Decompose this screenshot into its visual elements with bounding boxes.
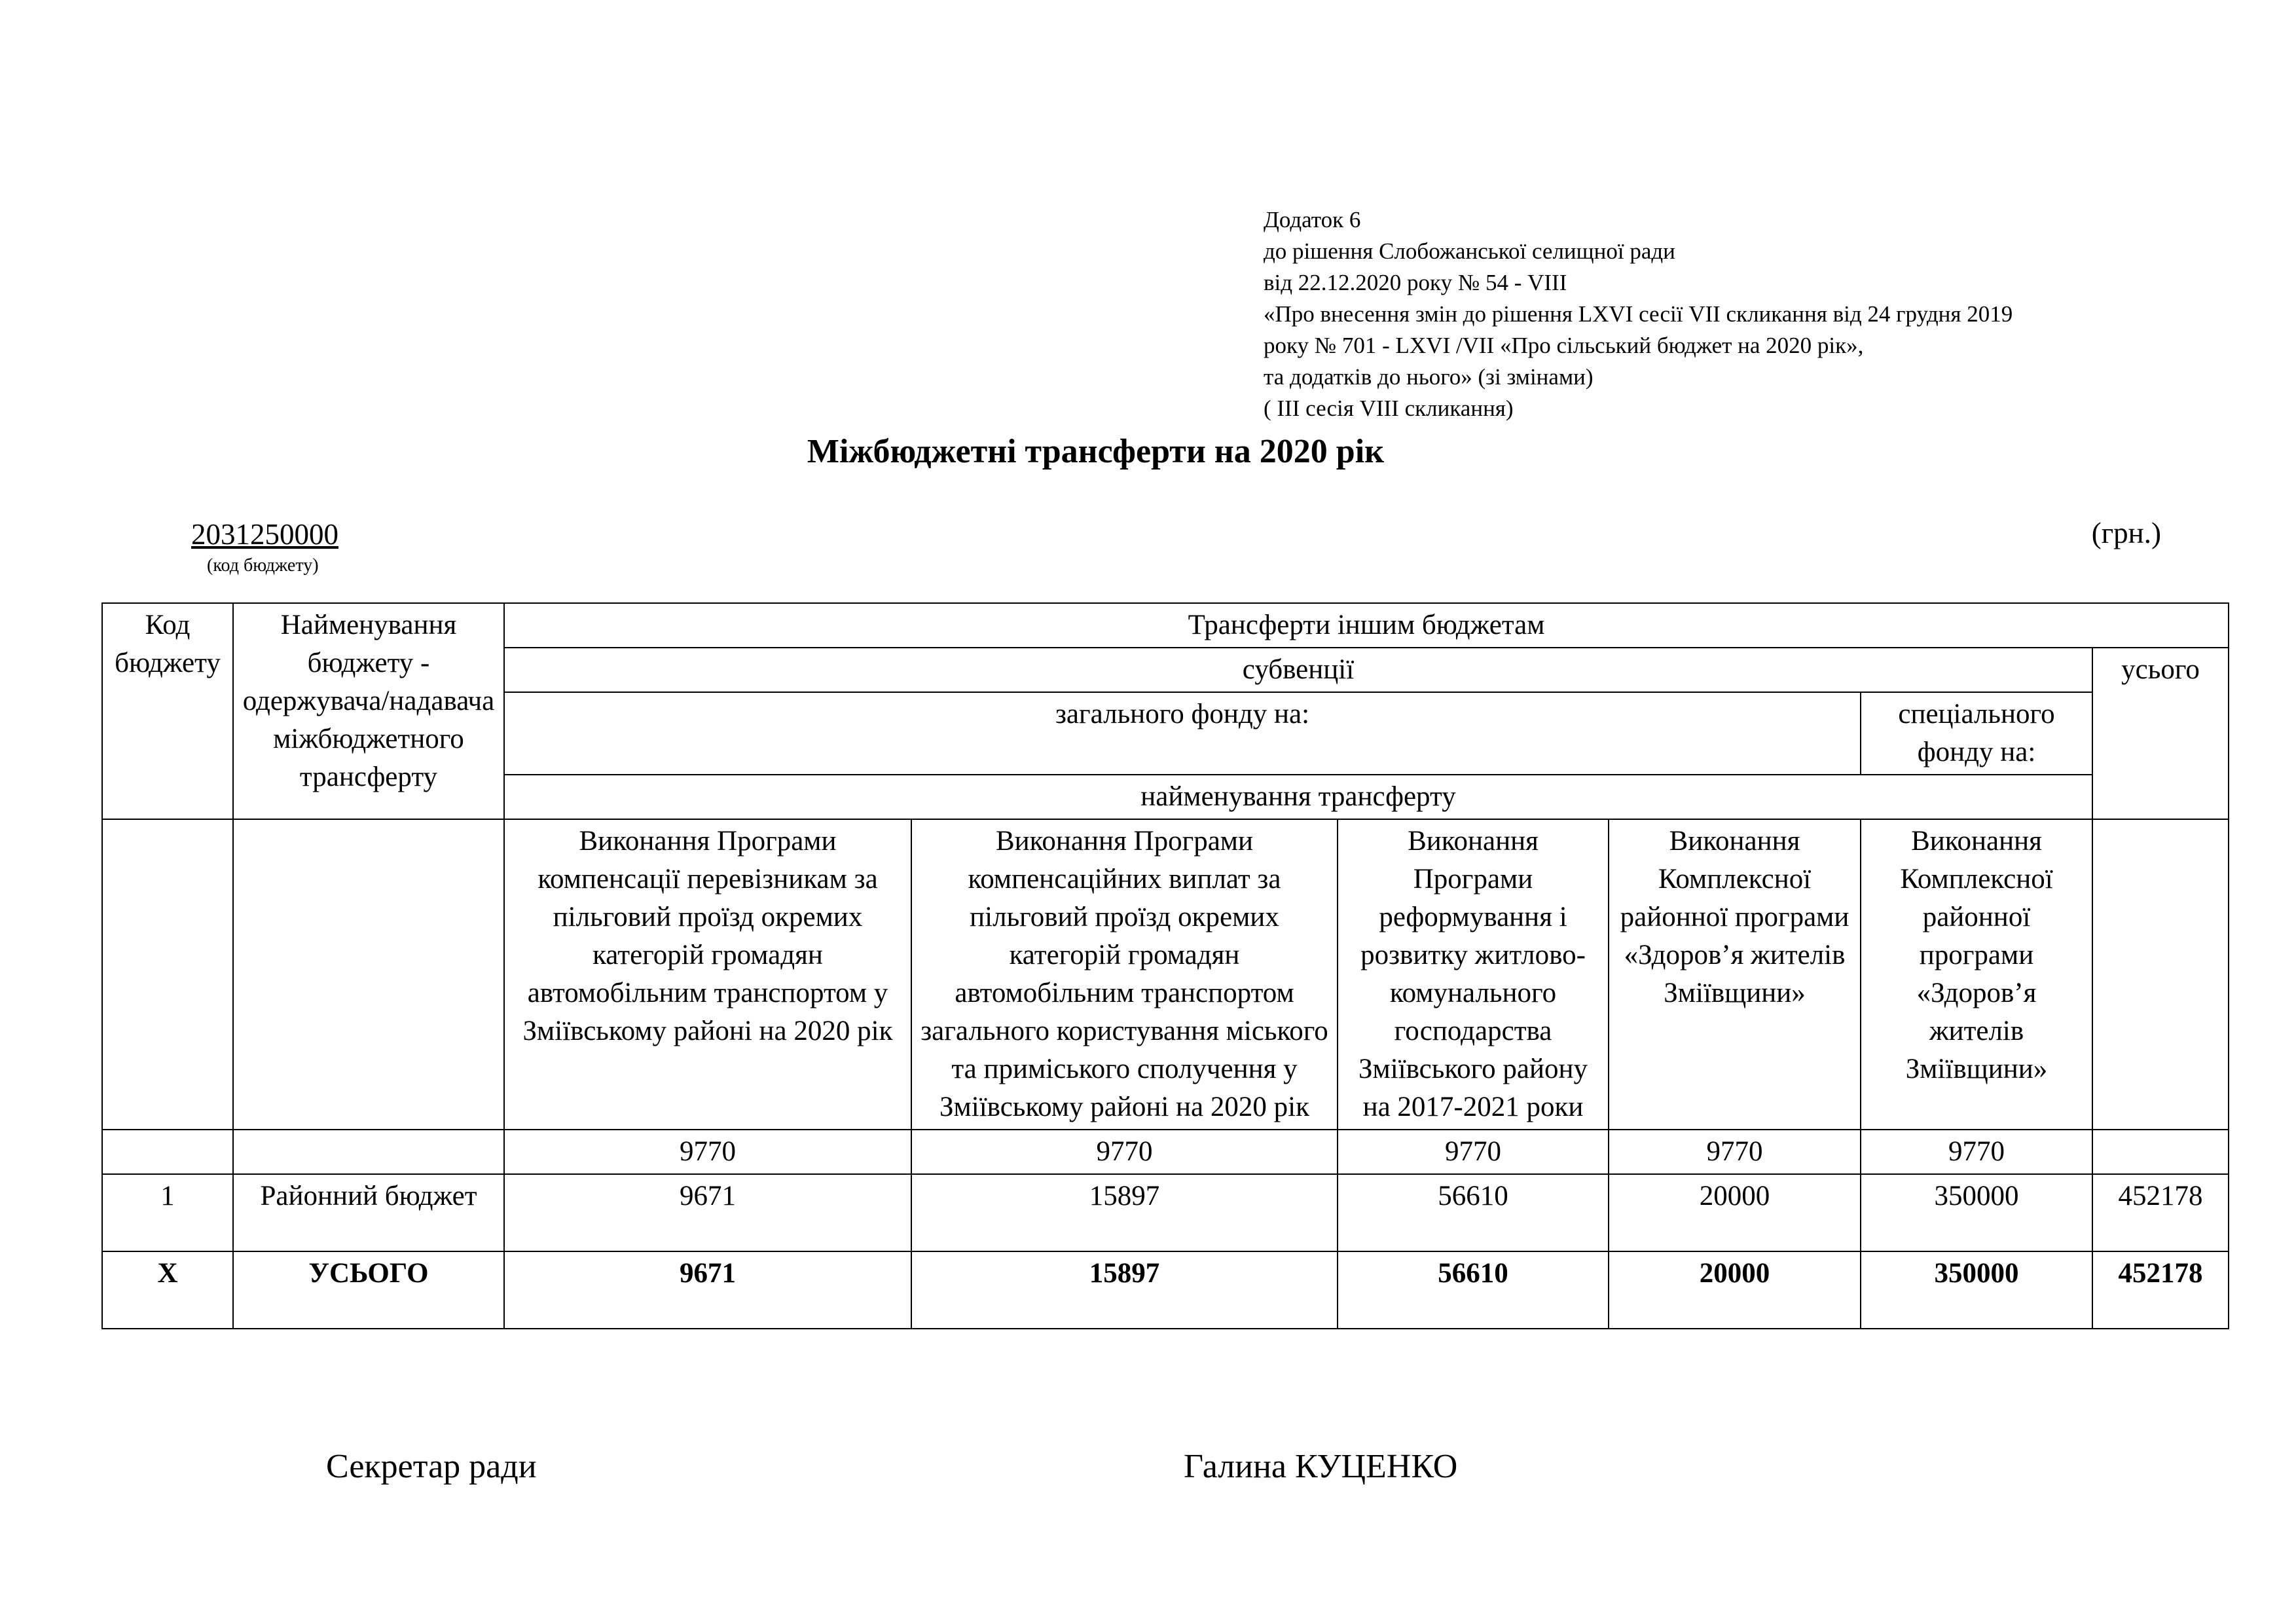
header-code: Код бюджету: [102, 603, 233, 819]
program-code-cell: 9770: [1338, 1130, 1609, 1174]
program-code-cell: 9770: [504, 1130, 911, 1174]
total-code-cell: Х: [102, 1251, 233, 1329]
row-value-cell: 56610: [1338, 1174, 1609, 1251]
budget-code-caption: (код бюджету): [207, 555, 319, 576]
header-row: [102, 603, 2229, 648]
appendix-line: та додатків до нього» (зі змінами): [1264, 364, 1594, 390]
row-name-cell: Районний бюджет: [233, 1174, 504, 1251]
total-value-cell: 56610: [1338, 1251, 1609, 1329]
header-transfers: Трансферти іншим бюджетам: [504, 603, 2229, 648]
appendix-line: Додаток 6: [1264, 207, 1361, 232]
appendix-line: року № 701 - LXVI /VII «Про сільський бюджет на 2020 рік»,: [1264, 333, 1864, 358]
program-codes-row: [102, 1130, 2229, 1174]
programs-row: [102, 819, 2229, 1130]
program-cell: Виконання Програми компенсаційних виплат за пільговий проїзд окремих категорій громадян автомобільним транспортом загального користування міського та приміського сполучення у Зміївському районі на 2020 рік: [911, 819, 1338, 1130]
row-code-cell: 1: [102, 1174, 233, 1251]
appendix-line: від 22.12.2020 року № 54 - VIII: [1264, 270, 1567, 295]
row-value-cell: 20000: [1609, 1174, 1861, 1251]
header-transfer-name: найменування трансферту: [504, 775, 2092, 819]
program-code-cell: 9770: [1609, 1130, 1861, 1174]
header-name: Найменування бюджету - одержувача/надавача міжбюджетного трансферту: [233, 603, 504, 819]
program-code-cell: 9770: [911, 1130, 1338, 1174]
header-total: усього: [2092, 648, 2229, 819]
appendix-line: «Про внесення змін до рішення LXVI сесії VII скликання від 24 грудня 2019: [1264, 301, 2013, 327]
document-title: Міжбюджетні трансферти на 2020 рік: [807, 433, 1385, 470]
empty-cell: [233, 1130, 504, 1174]
budget-code-block: [191, 515, 414, 578]
program-cell: Виконання Програми реформування і розвитку житлово-комунального господарства Зміївського району на 2017-2021 роки: [1338, 819, 1609, 1130]
table-row: [102, 1174, 2229, 1251]
currency-unit: (грн.): [2091, 517, 2161, 549]
total-value-cell: 15897: [911, 1251, 1338, 1329]
total-value-cell: 9671: [504, 1251, 911, 1329]
appendix-line: до рішення Слобожанської селищної ради: [1264, 238, 1675, 264]
program-cell: Виконання Програми компенсації перевізникам за пільговий проїзд окремих категорій громадян автомобільним транспортом у Зміївському районі на 2020 рік: [504, 819, 911, 1130]
row-value-cell: 9671: [504, 1174, 911, 1251]
appendix-block: [1264, 204, 2213, 424]
total-value-cell: 350000: [1861, 1251, 2092, 1329]
empty-cell: [102, 819, 233, 1130]
row-total-cell: 452178: [2092, 1174, 2229, 1251]
header-subventions: субвенції: [504, 648, 2092, 692]
appendix-line: ( III сесія VIII скликання): [1264, 396, 1514, 421]
transfers-table: [101, 602, 2229, 1329]
empty-cell: [2092, 819, 2229, 1130]
program-code-cell: 9770: [1861, 1130, 2092, 1174]
empty-cell: [233, 819, 504, 1130]
row-value-cell: 350000: [1861, 1174, 2092, 1251]
row-value-cell: 15897: [911, 1174, 1338, 1251]
empty-cell: [2092, 1130, 2229, 1174]
empty-cell: [102, 1130, 233, 1174]
total-name-cell: УСЬОГО: [233, 1251, 504, 1329]
program-cell: Виконання Комплексної районної програми «Здоров’я жителів Зміївщини»: [1861, 819, 2092, 1130]
total-total-cell: 452178: [2092, 1251, 2229, 1329]
header-general-fund: загального фонду на:: [504, 692, 1861, 775]
budget-code: 2031250000: [191, 518, 338, 551]
signature-name: Галина КУЦЕНКО: [1184, 1448, 1458, 1485]
signature-position: Секретар ради: [326, 1448, 537, 1485]
total-value-cell: 20000: [1609, 1251, 1861, 1329]
program-cell: Виконання Комплексної районної програми «Здоров’я жителів Зміївщини»: [1609, 819, 1861, 1130]
header-special-fund: спеціального фонду на:: [1861, 692, 2092, 775]
total-row: [102, 1251, 2229, 1329]
